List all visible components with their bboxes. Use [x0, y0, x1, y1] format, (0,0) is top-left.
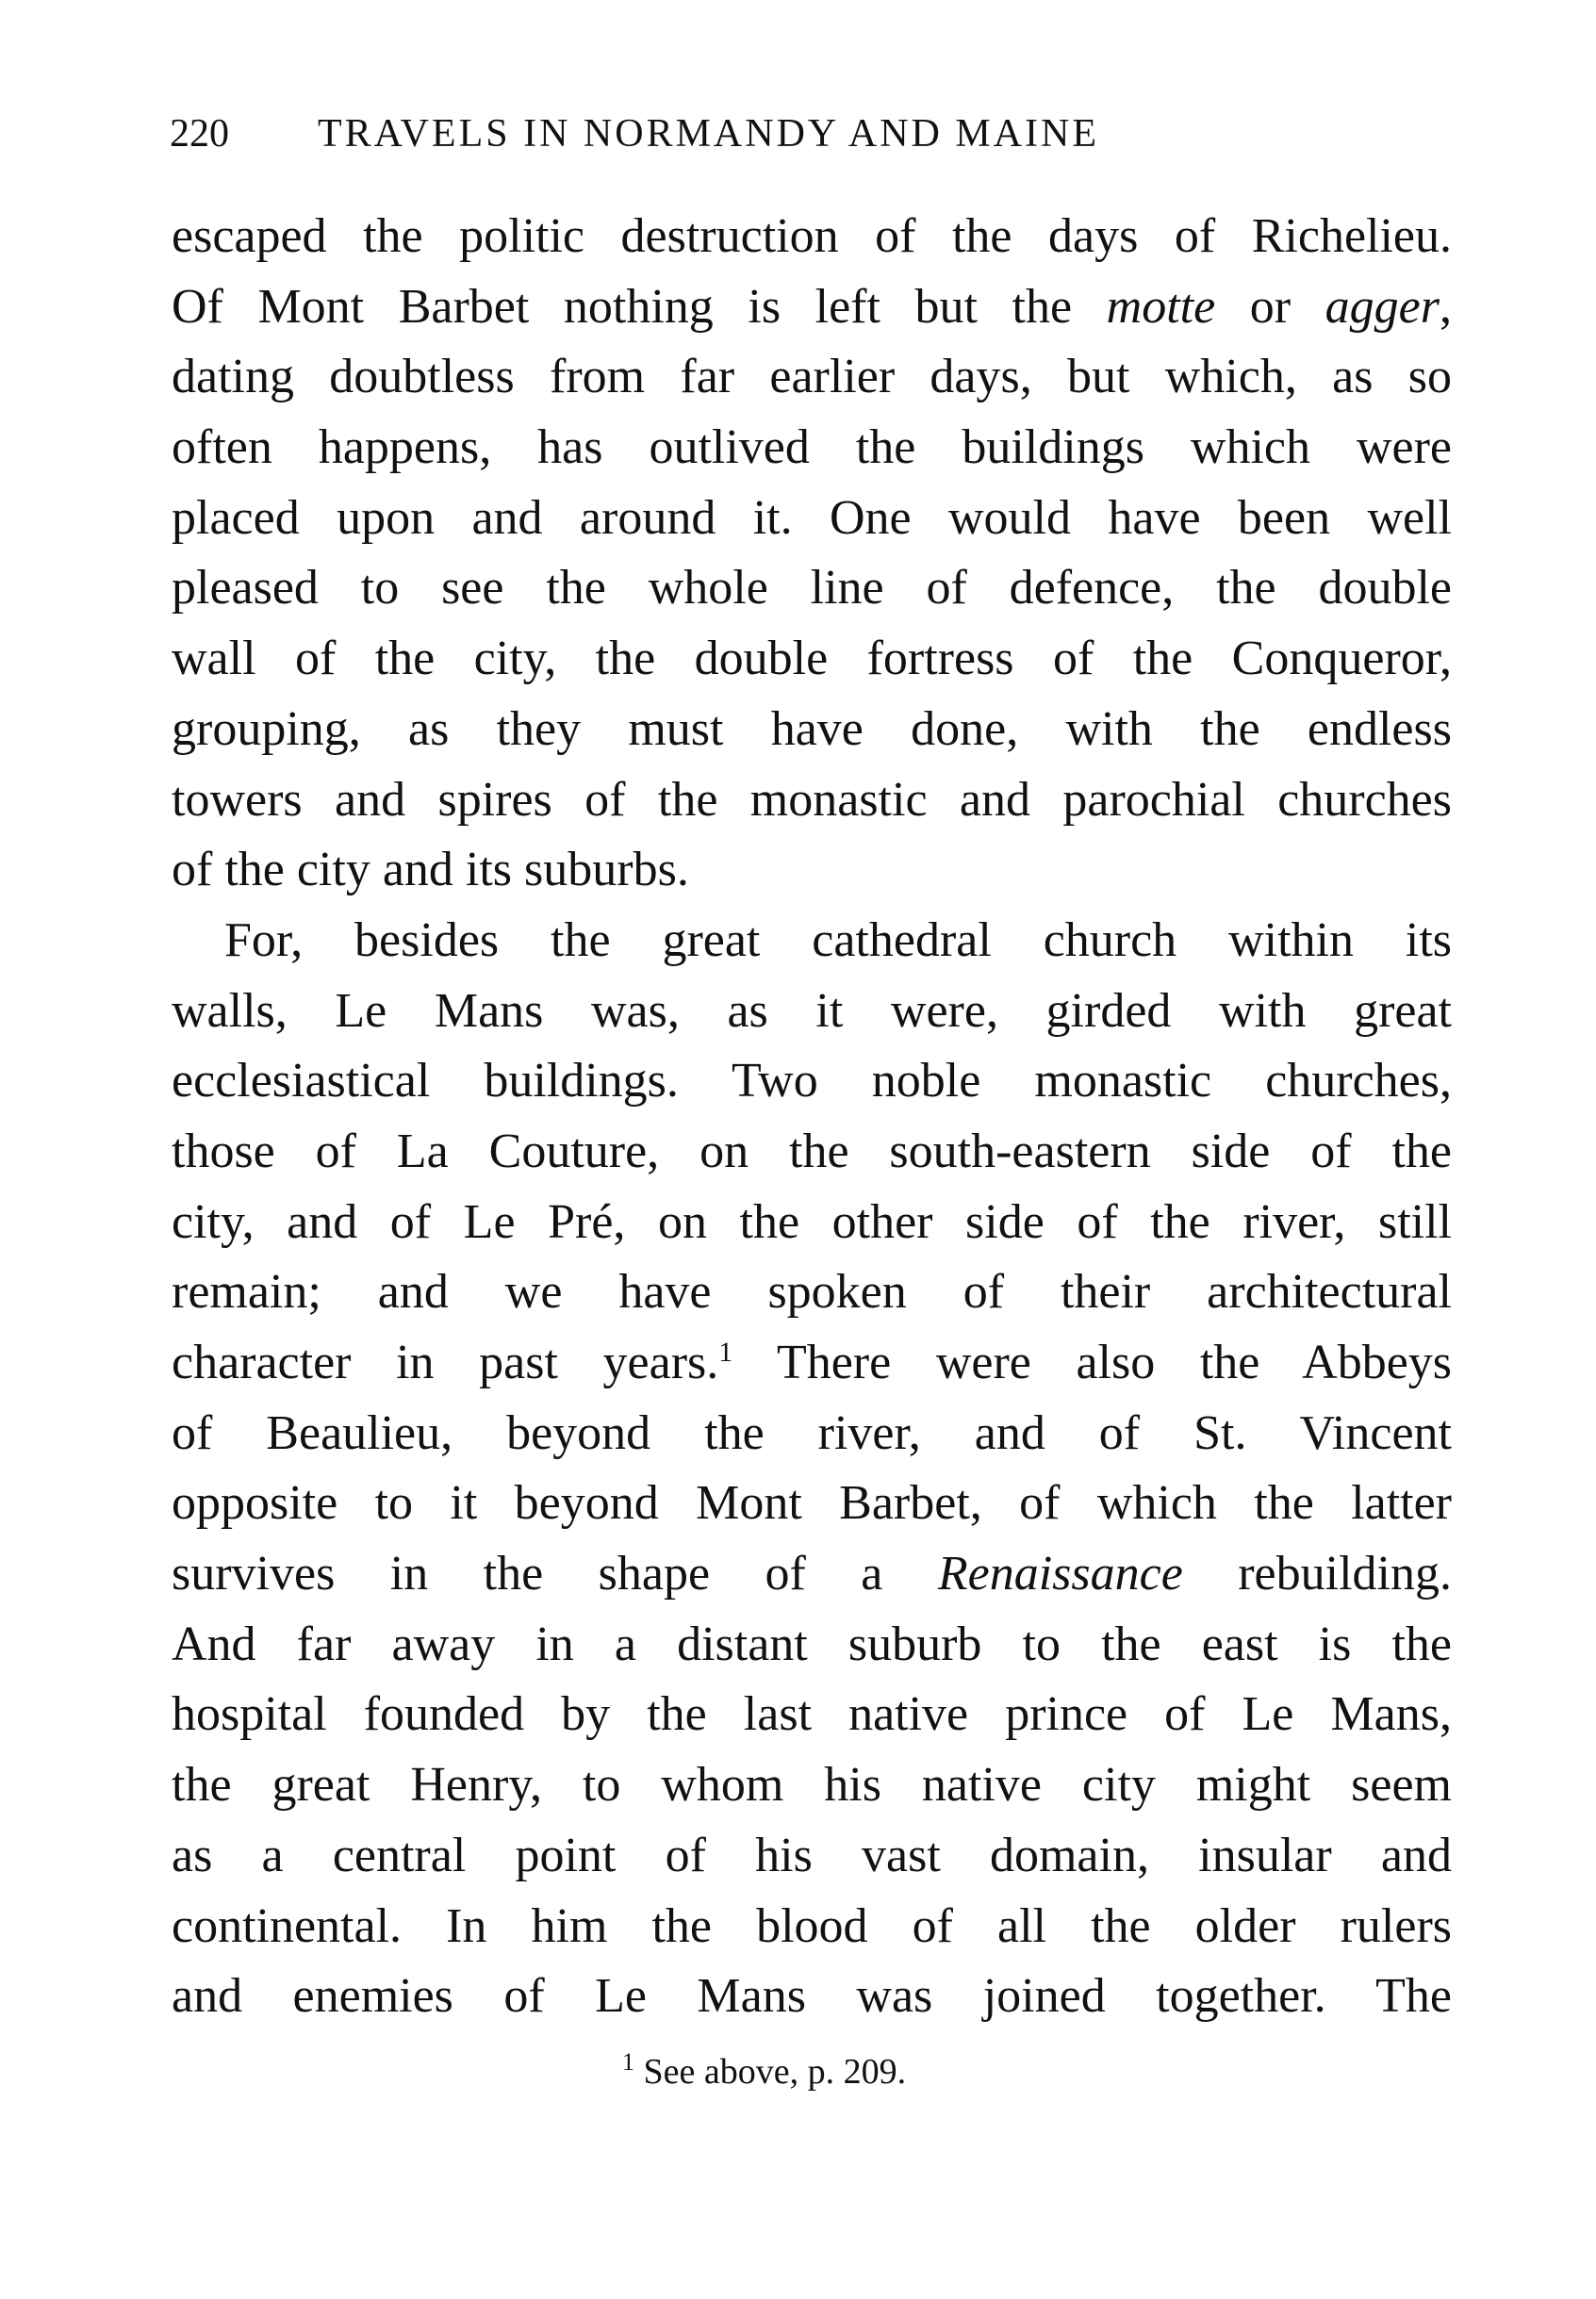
- footnote-reference: 1: [718, 1337, 733, 1368]
- text-segment: of Beaulieu, beyond the river, and of St. Vincent: [172, 1405, 1452, 1460]
- text-segment: hospital founded by the last native prince of Le Mans,: [172, 1687, 1452, 1742]
- text-line: [172, 980, 1452, 1051]
- footnote-marker: 1: [622, 2048, 634, 2076]
- text-segment: placed upon and around it. One would have been well: [172, 490, 1452, 545]
- text-line: [172, 1896, 1452, 1966]
- text-segment: those of La Couture, on the south-eastern side of the: [172, 1124, 1452, 1178]
- text-segment: as a central point of his vast domain, insular and: [172, 1828, 1452, 1882]
- text-line: [172, 1332, 1452, 1403]
- text-segment: ecclesiastical buildings. Two noble monastic churches,: [172, 1054, 1452, 1108]
- text-line: [172, 1121, 1452, 1191]
- footnote: [622, 2048, 907, 2093]
- text-line: [172, 1754, 1452, 1825]
- text-line: [172, 557, 1452, 628]
- text-segment: or: [1215, 279, 1325, 334]
- text-segment: escaped the politic destruction of the days of Richelieu.: [172, 209, 1452, 263]
- page-number: 220: [170, 112, 229, 156]
- text-line: [172, 628, 1452, 698]
- text-line: [172, 1050, 1452, 1121]
- text-segment: rebuilding.: [1182, 1547, 1452, 1601]
- italic-text: Renaissance: [937, 1547, 1183, 1601]
- text-segment: continental. In him the blood of all the older rulers: [172, 1898, 1452, 1953]
- text-segment: and enemies of Le Mans was joined together. The: [172, 1969, 1452, 2024]
- running-title: TRAVELS IN NORMANDY AND MAINE: [318, 112, 1100, 156]
- text-segment: pleased to see the whole line of defence, the double: [172, 561, 1452, 616]
- paragraph-start-line: [172, 910, 1452, 980]
- text-line: [172, 487, 1452, 558]
- text-line: [172, 1614, 1452, 1684]
- text-line: [172, 276, 1452, 347]
- text-line: [172, 1261, 1452, 1332]
- text-line: [172, 417, 1452, 487]
- text-segment: towers and spires of the monastic and parochial churches: [172, 772, 1452, 827]
- text-line: [172, 1683, 1452, 1754]
- text-segment: survives in the shape of a: [172, 1547, 938, 1601]
- text-segment: of the city and its suburbs.: [172, 843, 689, 897]
- text-segment: wall of the city, the double fortress of the Conqueror,: [172, 632, 1452, 686]
- text-line: [172, 1191, 1452, 1262]
- text-segment: remain; and we have spoken of their architectural: [172, 1265, 1452, 1320]
- text-line: [172, 1965, 1452, 2036]
- text-segment: And far away in a distant suburb to the east is the: [172, 1617, 1452, 1671]
- text-segment: ,: [1440, 279, 1452, 334]
- text-line: [172, 205, 1452, 276]
- text-segment: Of Mont Barbet nothing is left but the: [172, 279, 1107, 334]
- text-segment: the great Henry, to whom his native city might seem: [172, 1758, 1452, 1813]
- footnote-text: See above, p. 209.: [634, 2052, 907, 2092]
- text-segment: city, and of Le Pré, on the other side of the river, still: [172, 1194, 1452, 1249]
- text-segment: grouping, as they must have done, with the endless: [172, 701, 1452, 756]
- text-line: [172, 839, 1452, 910]
- text-segment: There were also the Abbeys: [732, 1336, 1453, 1389]
- text-segment: opposite to it beyond Mont Barbet, of which the latter: [172, 1476, 1452, 1531]
- text-line: [172, 346, 1452, 417]
- text-line: [172, 1472, 1452, 1543]
- text-line: [172, 698, 1452, 769]
- italic-text: motte: [1106, 279, 1216, 334]
- text-segment: walls, Le Mans was, as it were, girded with great: [172, 983, 1452, 1038]
- text-segment: character in past years.: [172, 1336, 719, 1389]
- text-segment: For, besides the great cathedral church within its: [224, 912, 1452, 967]
- text-line: [172, 769, 1452, 840]
- text-line: [172, 1825, 1452, 1896]
- text-line: [172, 1543, 1452, 1614]
- text-line: [172, 1403, 1452, 1473]
- running-header: [170, 111, 1320, 168]
- text-segment: often happens, has outlived the buildings which were: [172, 420, 1452, 475]
- text-segment: dating doubtless from far earlier days, but which, as so: [172, 350, 1452, 404]
- body-text: [172, 205, 1452, 2036]
- italic-text: agger: [1325, 279, 1440, 334]
